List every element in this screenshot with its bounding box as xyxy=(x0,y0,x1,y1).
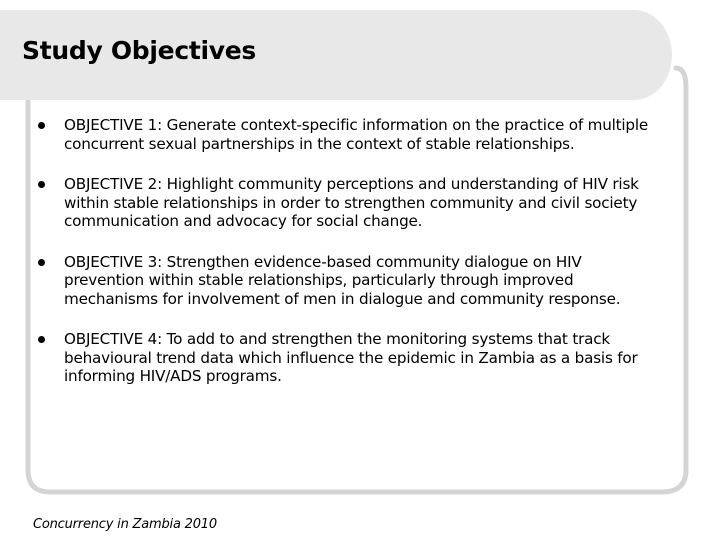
objective-text: To add to and strengthen the monitoring systems that track behavioural trend data which influence the epidemic in Zambia as a basis for informing HIV/ADS programs. xyxy=(64,330,638,385)
objective-label: OBJECTIVE 3: xyxy=(64,252,163,271)
bullet-icon xyxy=(38,259,45,266)
bullet-icon xyxy=(38,122,45,129)
bullet-icon xyxy=(38,336,45,343)
slide-footer: Concurrency in Zambia 2010 xyxy=(33,517,217,532)
objective-label: OBJECTIVE 1: xyxy=(64,116,163,134)
objective-item-2 xyxy=(38,175,650,231)
objective-label: OBJECTIVE 2: xyxy=(64,175,163,193)
objective-item-1 xyxy=(38,116,650,153)
slide-title: Study Objectives xyxy=(22,36,256,65)
objectives-list xyxy=(38,116,650,386)
objective-label: OBJECTIVE 4: xyxy=(64,330,163,348)
objective-item-3 xyxy=(38,253,650,309)
objective-item-4 xyxy=(38,330,650,386)
objective-text: Generate context-specific information on the practice of multiple concurrent sexual partnerships in the context of stable relationships. xyxy=(64,116,649,153)
objective-text: Strengthen evidence-based community dialogue on HIV prevention within stable relationships, particularly through improved mechanisms for involvement of men in dialogue and community response. xyxy=(64,252,621,308)
bullet-icon xyxy=(38,181,45,188)
objective-text: Highlight community perceptions and understanding of HIV risk within stable relationships in order to strengthen community and civil society communication and advocacy for social change. xyxy=(64,175,639,230)
